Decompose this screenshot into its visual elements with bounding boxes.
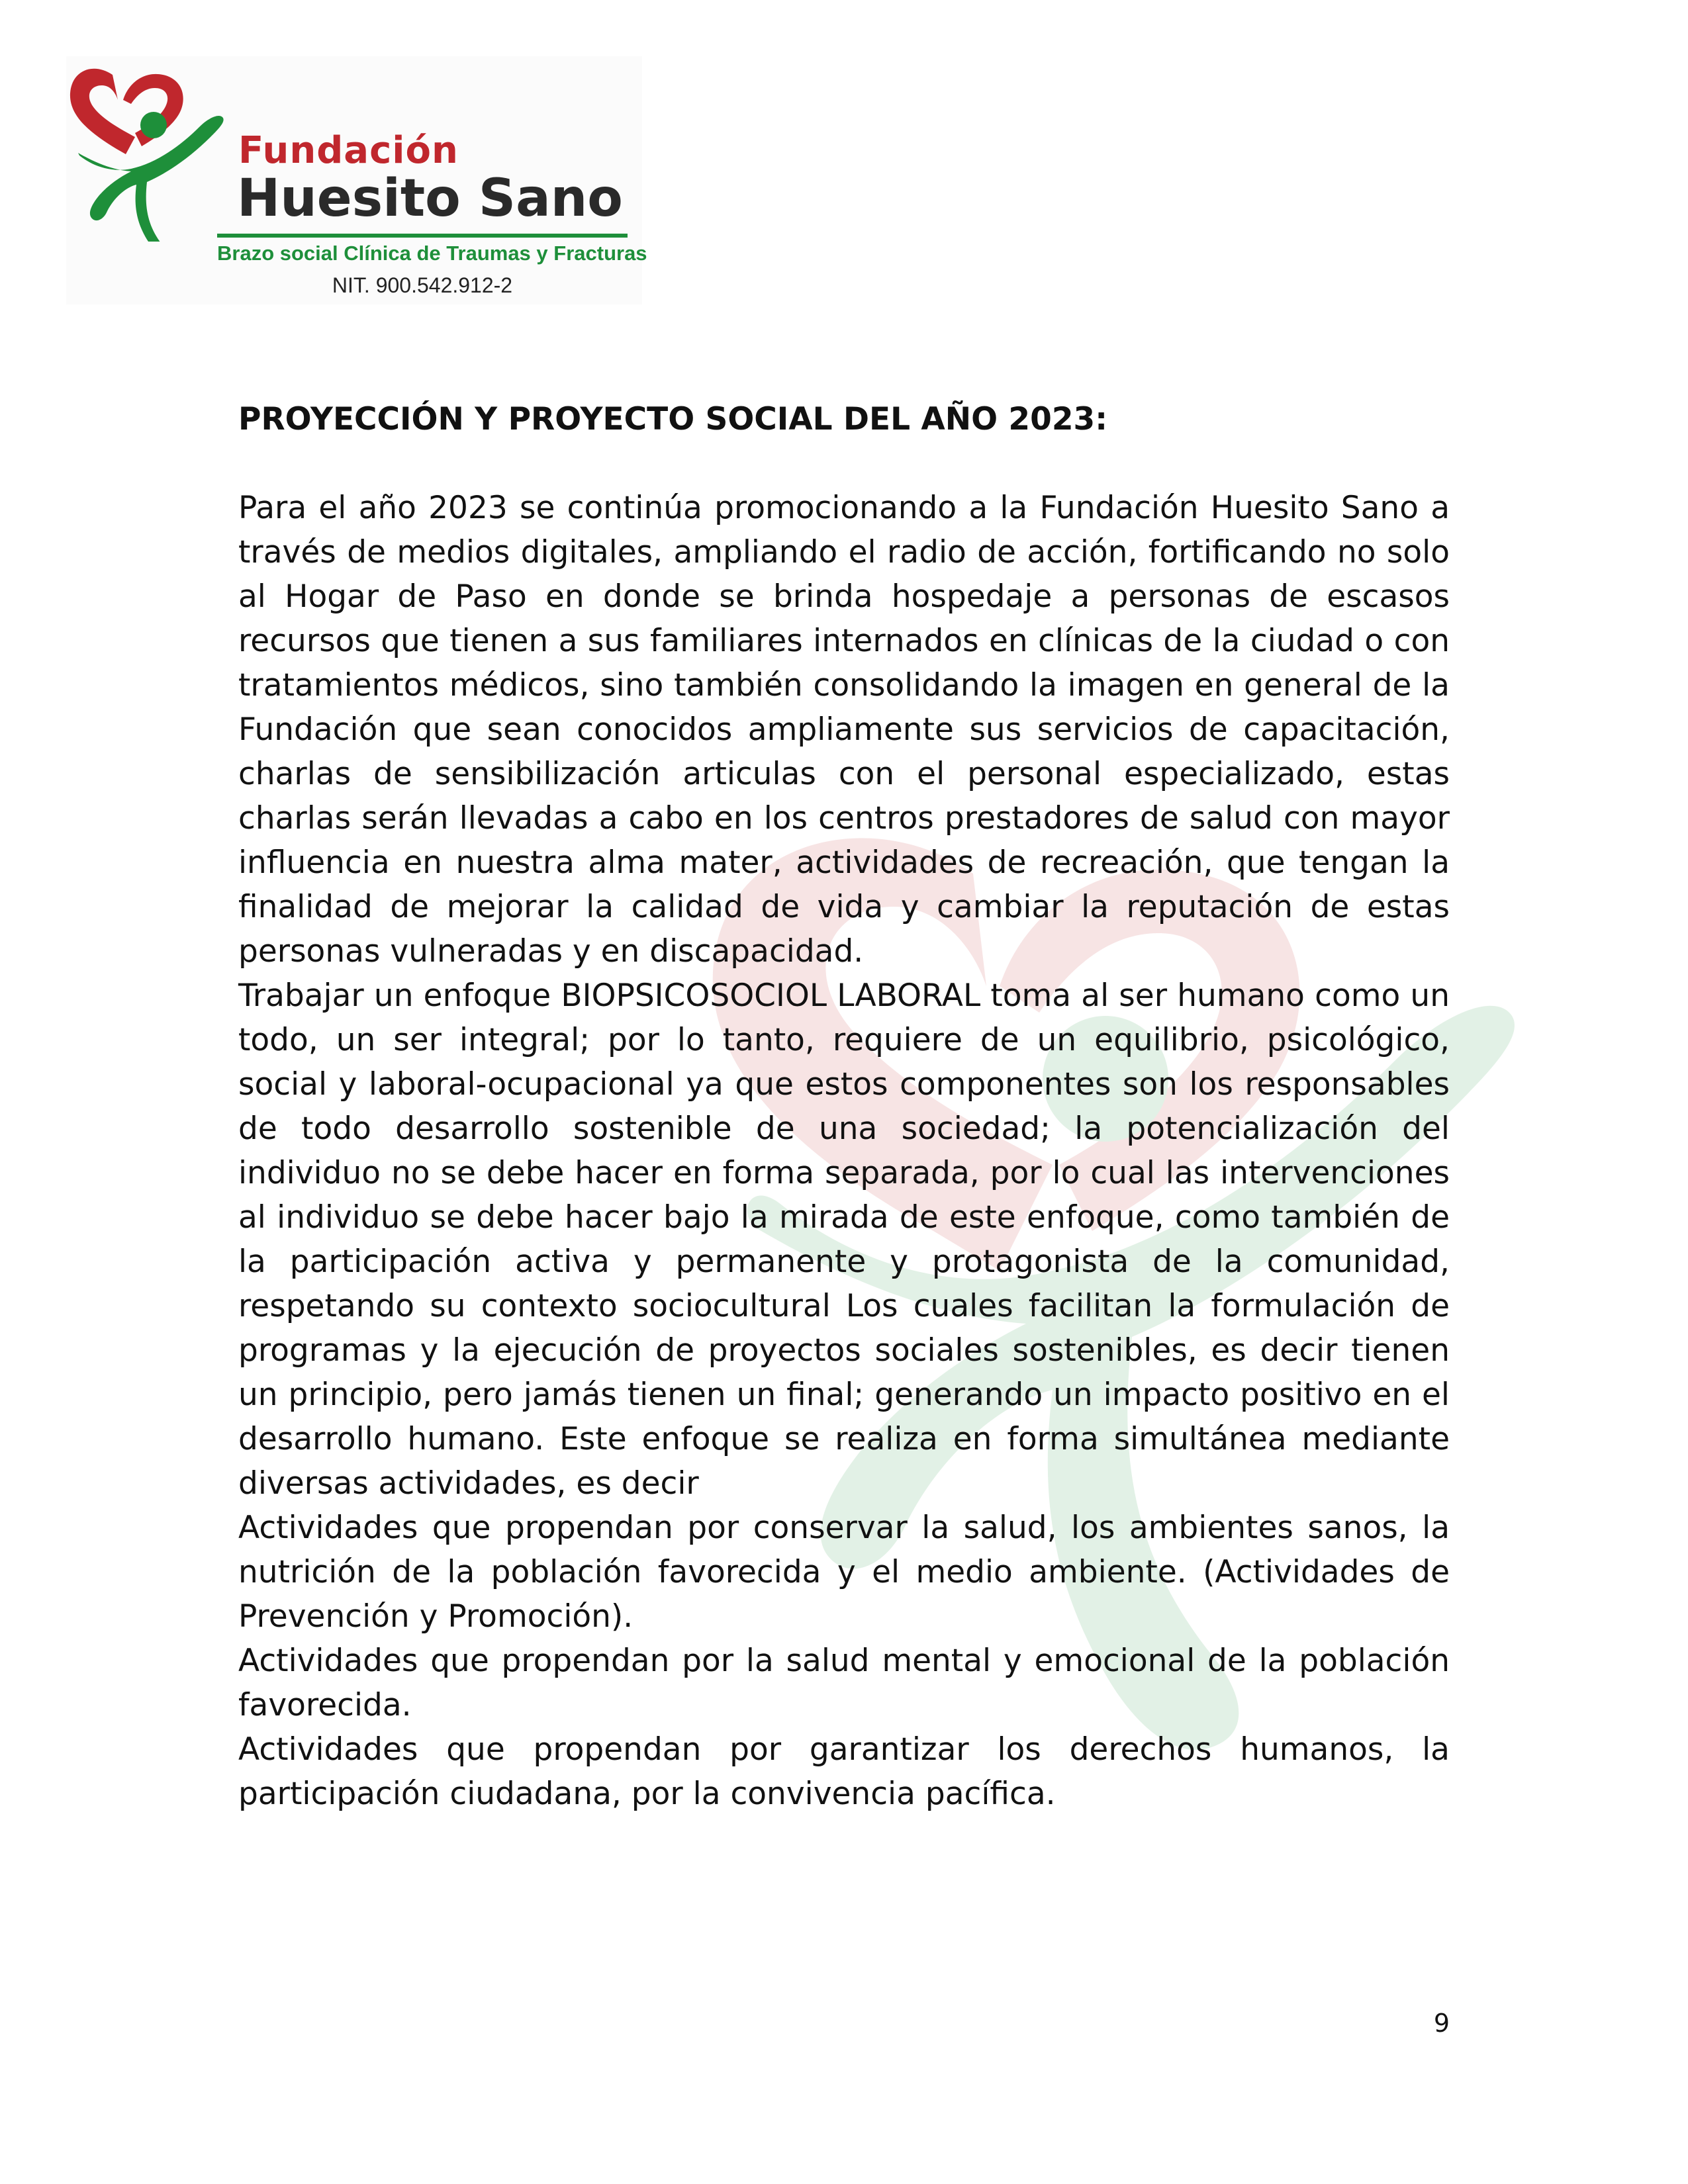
paragraph-activities-health: Actividades que propendan por conservar la salud, los ambientes sanos, la nutrición de la población favorecida y el medio ambiente. (Actividades de Prevención y Promoción). [238,1510,1450,1635]
logo-name-line2: Huesito Sano [237,169,623,228]
paragraph-activities-rights: Actividades que propendan por garantizar los derechos humanos, la participación ciudadana, por la convivencia pacífica. [238,1731,1450,1812]
page-title: PROYECCIÓN Y PROYECTO SOCIAL DEL AÑO 2023: [238,401,1108,437]
page-number: 9 [1433,2009,1450,2038]
document-body [238,397,1450,1816]
foundation-logo [66,56,647,304]
paragraph-activities-mental: Actividades que propendan por la salud mental y emocional de la población favorecida. [238,1643,1450,1723]
paragraph-intro: Para el año 2023 se continúa promocionando a la Fundación Huesito Sano a través de medios digitales, ampliando el radio de acción, fortificando no solo al Hogar de Paso en donde se brinda hospedaje a personas de escasos recursos que tienen a sus familiares internados en clínicas de la ciudad o con tratamientos médicos, sino también consolidando la imagen en general de la Fundación que sean conocidos ampliamente sus servicios de capacitación, charlas de sensibilización articulas con el personal especializado, estas charlas serán llevadas a cabo en los centros prestadores de salud con mayor influencia en nuestra alma mater, actividades de recreación, que tengan la finalidad de mejorar la calidad de vida y cambiar la reputación de estas personas vulneradas y en discapacidad. [238,490,1450,970]
logo-nit: NIT. 900.542.912-2 [332,273,513,297]
logo-name-line1: Fundación [238,129,459,172]
logo-divider [217,234,628,238]
logo-tagline: Brazo social Clínica de Traumas y Fracturas [217,242,647,265]
paragraph-approach: Trabajar un enfoque BIOPSICOSOCIOL LABORAL toma al ser humano como un todo, un ser integral; por lo tanto, requiere de un equilibrio, psicológico, social y laboral-ocupacional ya que estos componentes son los responsables de todo desarrollo sostenible de una sociedad; la potencialización del individuo no se debe hacer en forma separada, por lo cual las intervenciones al individuo se debe hacer bajo la mirada de este enfoque, como también de la participación activa y permanente y protagonista de la comunidad, respetando su contexto sociocultural Los cuales facilitan la formulación de programas y la ejecución de proyectos sociales sostenibles, es decir tienen un principio, pero jamás tienen un final; generando un impacto positivo en el desarrollo humano. Este enfoque se realiza en forma simultánea mediante diversas actividades, es decir [238,978,1450,1502]
